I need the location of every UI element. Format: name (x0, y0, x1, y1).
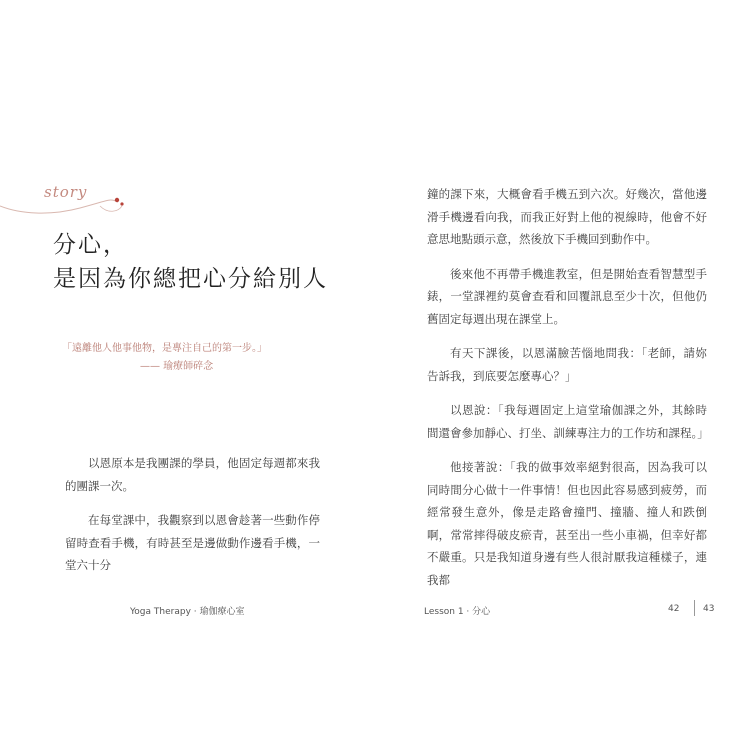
epigraph-quote (62, 340, 312, 376)
paragraph: 以恩原本是我團課的學員，他固定每週都來我的團課一次。 (65, 456, 320, 493)
right-body-text (427, 183, 707, 603)
page-number-divider (694, 600, 695, 616)
chapter-title-line-1: 分心， (53, 232, 128, 258)
paragraph: 在每堂課中，我觀察到以恩會趁著一些動作停留時查看手機，有時甚至是邊做動作邊看手機，一堂六十分 (65, 513, 320, 572)
running-footer-right: Lesson 1 ‧ 分心 (424, 607, 491, 617)
running-footer-left: Yoga Therapy ‧ 瑜伽療心室 (130, 607, 245, 617)
page-number-right: 43 (703, 604, 715, 614)
paragraph: 他接著說：「我的做事效率絕對很高，因為我可以同時間分心做十一件事情！但也因此容易感到疲勞，而經常發生意外，像是走路會撞門、撞牆、撞人和跌倒啊，常常摔得破皮瘀青，甚至出一些小車禍，但幸好都不嚴重。只是我知道身邊有些人很討厭我這種樣子，連我都 (427, 460, 707, 587)
paragraph: 鐘的課下來，大概會看手機五到六次。好幾次，當他邊滑手機邊看向我，而我正好對上他的視線時，他會不好意思地點頭示意，然後放下手機回到動作中。 (427, 187, 707, 246)
page-number-left: 42 (668, 604, 680, 614)
paragraph: 以恩說：「我每週固定上這堂瑜伽課之外，其餘時間還會參加靜心、打坐、訓練專注力的工作坊和課程。」 (427, 403, 709, 440)
paragraph: 後來他不再帶手機進教室，但是開始查看智慧型手錶，一堂課裡約莫會查看和回覆訊息至少十次，但他仍舊固定每週出現在課堂上。 (427, 266, 707, 326)
chapter-title (53, 228, 328, 296)
left-body-text (65, 452, 320, 589)
quote-attribution: —— 瑜療師碎念 (140, 361, 214, 372)
section-word-story: story (44, 183, 88, 201)
paragraph: 有天下課後，以恩滿臉苦惱地問我：「老師，請妳告訴我，到底要怎麼專心？」 (427, 346, 707, 383)
chapter-title-line-2: 是因為你總把心分給別人 (53, 266, 328, 292)
quote-text: 「遠離他人他事他物，是專注自己的第一步。」 (62, 343, 267, 354)
